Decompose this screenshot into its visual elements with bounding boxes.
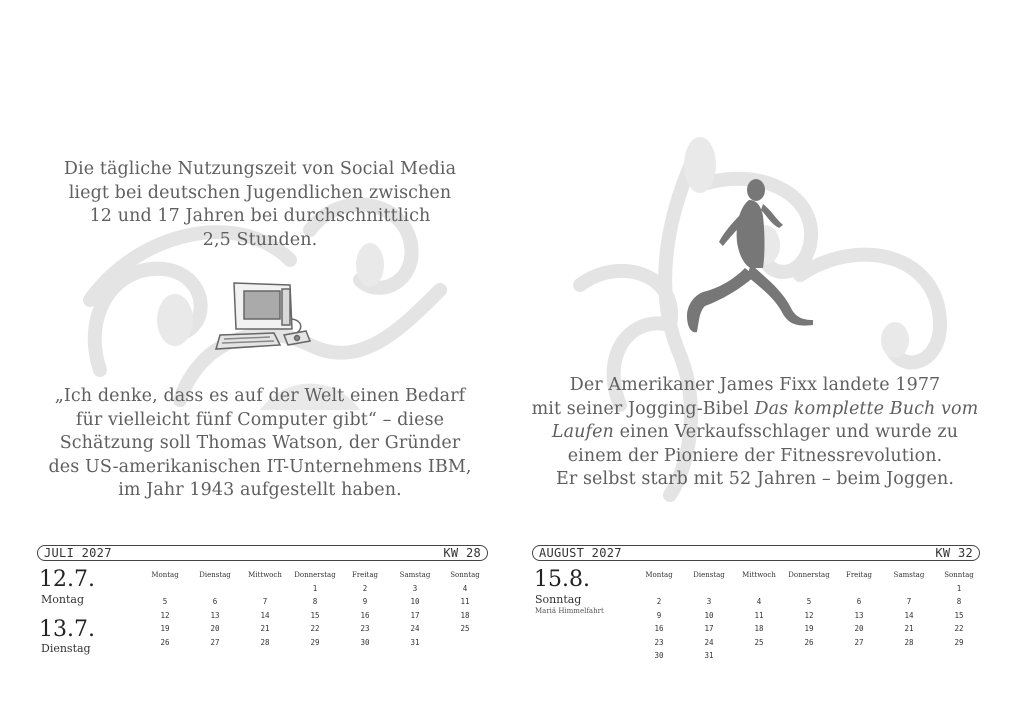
day-cell: 19 <box>804 624 814 634</box>
fact-line: des US-amerikanischen IT-Unternehmens IBM, <box>48 456 472 477</box>
runner-icon <box>683 176 818 336</box>
entry-date: 12.7. <box>39 567 95 592</box>
day-cell: 1 <box>956 583 962 593</box>
fact-line: Schätzung soll Thomas Watson, der Gründer <box>59 433 461 453</box>
day-cell <box>934 649 984 663</box>
day-cell: 13 <box>854 610 864 620</box>
entry-date: 13.7. <box>39 617 95 642</box>
day-cell <box>440 636 490 650</box>
day-cell: 3 <box>412 583 418 593</box>
day-cell: 9 <box>656 610 662 620</box>
day-cell: 14 <box>260 610 270 620</box>
week-row <box>634 622 984 636</box>
fact-text: einen Verkaufsschlager und wurde zu <box>613 422 959 442</box>
weekday-label: Freitag <box>845 570 873 579</box>
day-cell: 22 <box>310 624 320 634</box>
day-cell: 7 <box>906 597 912 607</box>
week-label: KW 32 <box>935 546 973 560</box>
day-cell <box>834 582 884 596</box>
fact-line: „Ich denke, dass es auf der Welt einen Bedarf <box>54 386 466 406</box>
week-row <box>634 636 984 650</box>
day-cell: 6 <box>212 597 218 607</box>
fact-line <box>520 398 990 422</box>
day-cell: 23 <box>360 624 370 634</box>
fact-line: im Jahr 1943 aufgestellt haben. <box>118 480 402 500</box>
fact-line: liegt bei deutschen Jugendlichen zwischen <box>68 182 452 203</box>
week-row <box>140 582 490 596</box>
day-cell: 27 <box>210 637 220 647</box>
week-row <box>634 595 984 609</box>
james-fixx-fact <box>520 374 990 492</box>
weekday-label: Donnerstag <box>788 570 830 579</box>
day-cell: 17 <box>410 610 420 620</box>
entry-day: Sonntag <box>535 593 582 606</box>
entry-day: Montag <box>41 593 84 606</box>
day-cell: 15 <box>954 610 964 620</box>
day-cell: 16 <box>654 624 664 634</box>
day-cell <box>784 649 834 663</box>
weekday-label: Montag <box>645 570 673 579</box>
day-cell: 28 <box>904 637 914 647</box>
day-cell: 25 <box>754 637 764 647</box>
day-cell: 12 <box>160 610 170 620</box>
day-cell: 12 <box>804 610 814 620</box>
weekday-label: Mittwoch <box>742 570 776 579</box>
day-cell <box>734 649 784 663</box>
day-cell: 19 <box>160 624 170 634</box>
day-cell: 2 <box>362 583 368 593</box>
week-row <box>140 609 490 623</box>
fact-line: Der Amerikaner James Fixx landete 1977 <box>569 375 941 395</box>
day-cell: 5 <box>806 597 812 607</box>
day-cell: 16 <box>360 610 370 620</box>
day-cell: 26 <box>804 637 814 647</box>
day-cell: 29 <box>954 637 964 647</box>
week-row <box>634 582 984 596</box>
day-cell <box>784 582 834 596</box>
day-cell: 21 <box>260 624 270 634</box>
day-cell: 8 <box>956 597 962 607</box>
day-cell: 22 <box>954 624 964 634</box>
weekday-label: Dienstag <box>693 570 725 579</box>
week-label: KW 28 <box>443 546 481 560</box>
day-cell: 21 <box>904 624 914 634</box>
entry-date: 15.8. <box>534 567 590 592</box>
weekday-header-row <box>140 568 490 582</box>
day-cell: 11 <box>460 597 470 607</box>
day-cell: 10 <box>410 597 420 607</box>
day-cell: 4 <box>462 583 468 593</box>
month-label: JULI 2027 <box>44 546 112 560</box>
day-cell: 2 <box>656 597 662 607</box>
day-cell <box>734 582 784 596</box>
day-cell: 8 <box>312 597 318 607</box>
day-cell: 17 <box>704 624 714 634</box>
social-media-fact <box>30 158 490 252</box>
day-cell: 5 <box>162 597 168 607</box>
day-cell: 24 <box>410 624 420 634</box>
day-cell <box>634 582 684 596</box>
month-grid-july <box>140 568 490 649</box>
day-cell: 30 <box>654 651 664 661</box>
weekday-label: Sonntag <box>944 570 974 579</box>
fact-line: für vielleicht fünf Computer gibt“ – diese <box>75 409 445 430</box>
day-cell: 14 <box>904 610 914 620</box>
day-cell <box>834 649 884 663</box>
day-cell: 9 <box>362 597 368 607</box>
entry-day: Dienstag <box>41 642 91 655</box>
day-cell: 31 <box>704 651 714 661</box>
week-row <box>140 636 490 650</box>
computer-icon <box>212 279 312 354</box>
day-cell: 3 <box>706 597 712 607</box>
weekday-label: Sonntag <box>450 570 480 579</box>
month-grid-august <box>634 568 984 663</box>
fact-line <box>520 421 990 445</box>
fact-line: Die tägliche Nutzungszeit von Social Media <box>63 159 457 179</box>
day-cell: 11 <box>754 610 764 620</box>
day-cell: 31 <box>410 637 420 647</box>
day-cell: 27 <box>854 637 864 647</box>
book-title: Das komplette Buch vom <box>754 398 979 419</box>
day-cell: 15 <box>310 610 320 620</box>
fact-line: 12 und 17 Jahren bei durchschnittlich <box>89 206 431 226</box>
day-cell: 4 <box>756 597 762 607</box>
day-cell: 1 <box>312 583 318 593</box>
weekday-label: Freitag <box>351 570 379 579</box>
day-cell: 29 <box>310 637 320 647</box>
day-cell: 25 <box>460 624 470 634</box>
day-cell <box>884 582 934 596</box>
weekday-label: Samstag <box>399 570 431 579</box>
watson-quote <box>30 385 490 503</box>
holiday-label: Mariä Himmelfahrt <box>535 607 604 615</box>
day-cell <box>684 582 734 596</box>
day-cell: 28 <box>260 637 270 647</box>
week-row <box>140 595 490 609</box>
day-cell: 10 <box>704 610 714 620</box>
fact-text: mit seiner Jogging-Bibel <box>531 398 755 419</box>
weekday-label: Dienstag <box>199 570 231 579</box>
day-cell: 13 <box>210 610 220 620</box>
calendar-header-july <box>37 545 488 561</box>
weekday-label: Donnerstag <box>294 570 336 579</box>
day-cell: 26 <box>160 637 170 647</box>
weekday-label: Samstag <box>893 570 925 579</box>
fact-line: Er selbst starb mit 52 Jahren – beim Joggen. <box>555 469 955 489</box>
calendar-header-august <box>532 545 980 561</box>
day-cell: 20 <box>210 624 220 634</box>
day-cell <box>240 582 290 596</box>
day-cell: 23 <box>654 637 664 647</box>
weekday-label: Montag <box>151 570 179 579</box>
day-cell <box>140 582 190 596</box>
month-label: AUGUST 2027 <box>539 546 622 560</box>
day-cell: 18 <box>460 610 470 620</box>
book-title: Laufen <box>551 422 614 442</box>
fact-line: 2,5 Stunden. <box>202 229 318 250</box>
week-row <box>634 609 984 623</box>
week-row <box>634 649 984 663</box>
weekday-label: Mittwoch <box>248 570 282 579</box>
day-cell: 7 <box>262 597 268 607</box>
day-cell: 24 <box>704 637 714 647</box>
weekday-header-row <box>634 568 984 582</box>
day-cell: 20 <box>854 624 864 634</box>
fact-line: einem der Pioniere der Fitnessrevolution. <box>567 445 943 466</box>
day-cell <box>190 582 240 596</box>
day-cell <box>884 649 934 663</box>
day-cell: 6 <box>856 597 862 607</box>
day-cell: 18 <box>754 624 764 634</box>
week-row <box>140 622 490 636</box>
day-cell: 30 <box>360 637 370 647</box>
